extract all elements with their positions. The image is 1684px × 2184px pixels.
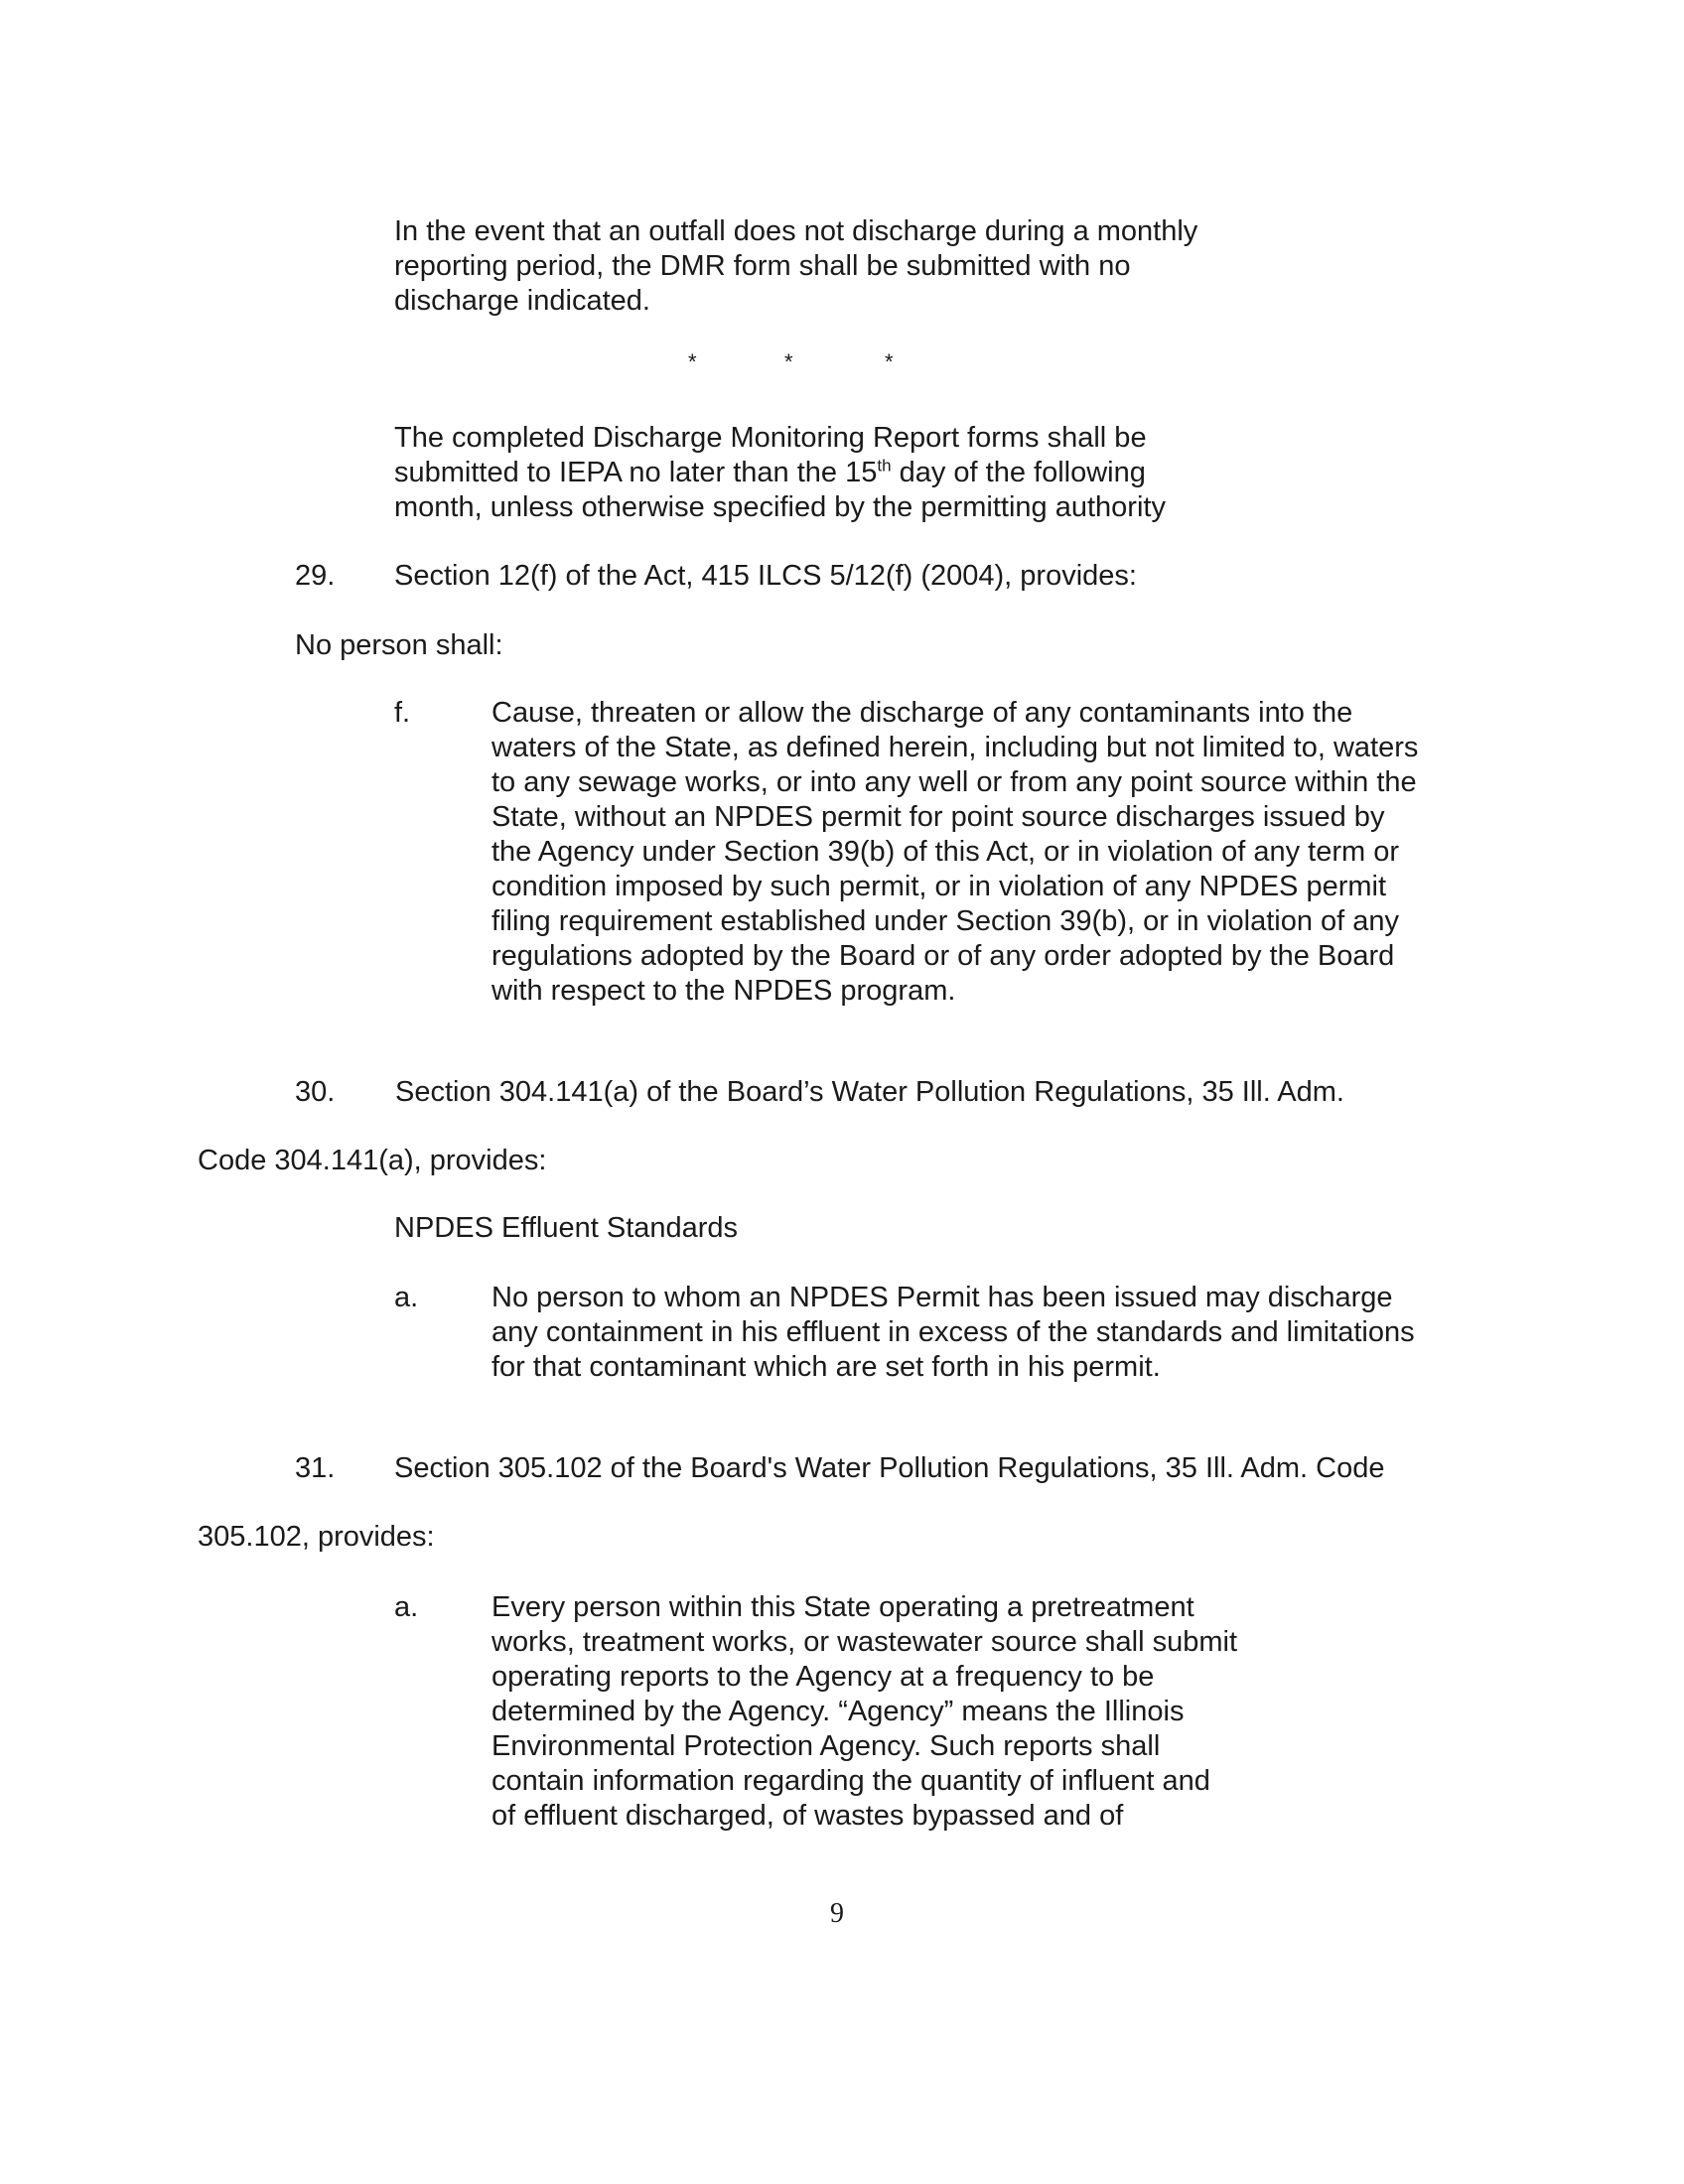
asterisk: * xyxy=(688,349,697,374)
item-31-continuation: 305.102, provides: xyxy=(198,1521,435,1553)
text-line: for that contaminant which are set forth in his permit. xyxy=(491,1351,1161,1383)
text-line: Cause, threaten or allow the discharge of any contaminants into the xyxy=(491,697,1353,729)
item-31-sub-text xyxy=(491,1590,1237,1834)
page-number: 9 xyxy=(830,1898,844,1929)
item-30-sub-text xyxy=(491,1281,1415,1385)
text-line: In the event that an outfall does not discharge during a monthly xyxy=(394,215,1198,247)
dmr-no-discharge-paragraph xyxy=(394,214,1197,319)
text-line: regulations adopted by the Board or of any order adopted by the Board xyxy=(491,940,1395,972)
text-line: waters of the State, as defined herein, including but not limited to, waters xyxy=(491,732,1419,763)
item-29-text: Section 12(f) of the Act, 415 ILCS 5/12(f) (2004), provides: xyxy=(394,560,1137,592)
asterisk: * xyxy=(784,349,793,374)
item-31-text: Section 305.102 of the Board's Water Pollution Regulations, 35 Ill. Adm. Code xyxy=(394,1452,1385,1484)
item-29-sub-text xyxy=(491,696,1418,1009)
text-line: the Agency under Section 39(b) of this Act, or in violation of any term or xyxy=(491,836,1399,868)
text-line: works, treatment works, or wastewater source shall submit xyxy=(491,1626,1238,1658)
asterisk: * xyxy=(885,349,894,374)
text-line: condition imposed by such permit, or in violation of any NPDES permit xyxy=(491,871,1387,902)
item-30-continuation: Code 304.141(a), provides: xyxy=(198,1145,547,1176)
item-30-sub-label: a. xyxy=(394,1282,419,1313)
text-line: submitted to IEPA no later than the 15th day of the following xyxy=(394,456,1146,488)
item-29-sub-label: f. xyxy=(394,697,411,729)
text-line: discharge indicated. xyxy=(394,285,650,317)
text-line: with respect to the NPDES program. xyxy=(491,975,956,1007)
item-30-text: Section 304.141(a) of the Board’s Water Pollution Regulations, 35 Ill. Adm. xyxy=(395,1076,1344,1108)
text-line: Environmental Protection Agency. Such reports shall xyxy=(491,1730,1161,1762)
dmr-submission-paragraph xyxy=(394,421,1166,525)
text-line: The completed Discharge Monitoring Report forms shall be xyxy=(394,422,1147,454)
item-30-heading: NPDES Effluent Standards xyxy=(394,1212,739,1244)
text-line: determined by the Agency. “Agency” means the Illinois xyxy=(491,1696,1185,1727)
item-30-number: 30. xyxy=(295,1076,336,1108)
item-31-sub-label: a. xyxy=(394,1591,419,1623)
item-29-number: 29. xyxy=(295,560,336,592)
text-line: filing requirement established under Section 39(b), or in violation of any xyxy=(491,905,1400,937)
item-29-lead: No person shall: xyxy=(295,629,503,661)
text-line: of effluent discharged, of wastes bypassed and of xyxy=(491,1800,1124,1832)
text-line: any containment in his effluent in excess of the standards and limitations xyxy=(491,1316,1415,1348)
text-line: No person to whom an NPDES Permit has been issued may discharge xyxy=(491,1282,1393,1313)
text-line: month, unless otherwise specified by the permitting authority xyxy=(394,491,1166,523)
text-line: Every person within this State operating a pretreatment xyxy=(491,1591,1194,1623)
text-line: operating reports to the Agency at a frequency to be xyxy=(491,1661,1155,1693)
text-line: contain information regarding the quantity of influent and xyxy=(491,1765,1210,1797)
text-line: reporting period, the DMR form shall be submitted with no xyxy=(394,250,1131,282)
text-line: State, without an NPDES permit for point source discharges issued by xyxy=(491,801,1385,833)
item-31-number: 31. xyxy=(295,1452,336,1484)
text-line: to any sewage works, or into any well or from any point source within the xyxy=(491,766,1417,798)
asterisk-separator xyxy=(0,349,1684,379)
